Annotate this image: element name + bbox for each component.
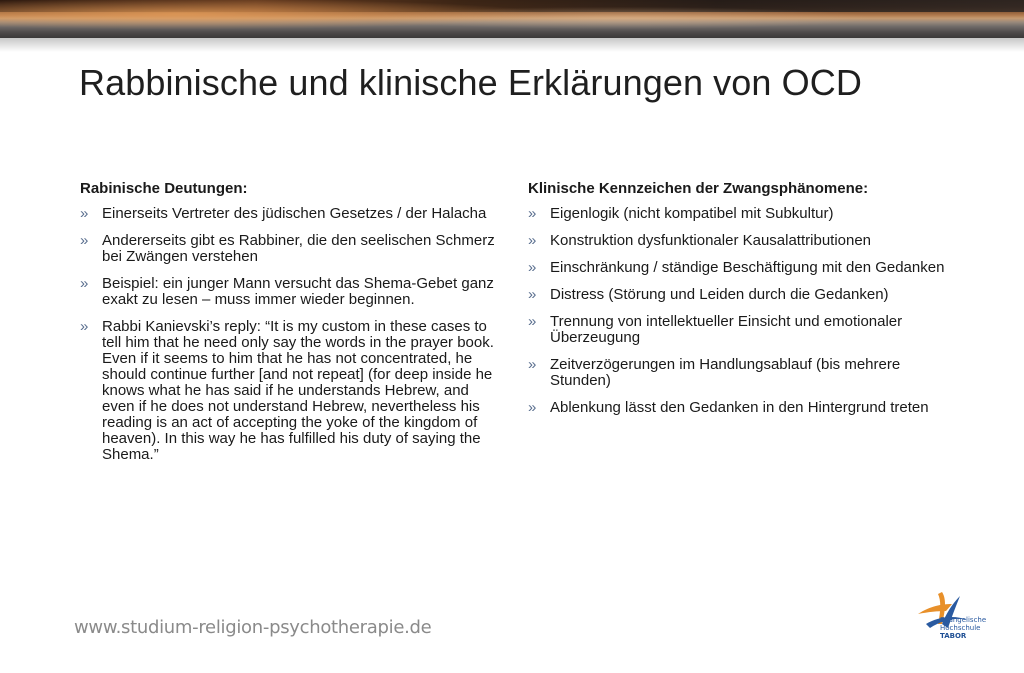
clinical-list <box>528 206 958 416</box>
bullet-icon: » <box>80 275 89 292</box>
bullet-icon: » <box>528 313 537 330</box>
list-item-text: Konstruktion dysfunktionaler Kausalattributionen <box>550 232 872 249</box>
list-item <box>80 276 500 308</box>
list-item-text: Rabbi Kanievski’s reply: “It is my custom in these cases to tell him that he need only say the words in the prayer book. Even if it seems to him that he has not concentrated, he should continue further [and not repeat] (for deep inside he knows what he has said if he understands Hebrew, and even if he does not understand Hebrew, nevertheless his reading is an act of accepting the yoke of the kingdom of heaven). In this way he has fulfilled his duty of saying the Shema.” <box>102 318 494 463</box>
bullet-icon: » <box>80 318 89 335</box>
banner-shadow <box>0 38 1024 52</box>
clinical-heading: Klinische Kennzeichen der Zwangsphänomene: <box>528 180 869 197</box>
list-item <box>528 357 958 389</box>
clinical-column <box>528 180 958 427</box>
list-item <box>528 206 958 222</box>
list-item-text: Beispiel: ein junger Mann versucht das Shema-Gebet ganz exakt zu lesen – muss immer wieder beginnen. <box>102 275 494 308</box>
bullet-icon: » <box>528 259 537 276</box>
bullet-icon: » <box>528 399 537 416</box>
bullet-icon: » <box>528 286 537 303</box>
bullet-icon: » <box>528 205 537 222</box>
list-item <box>528 233 958 249</box>
list-item-text: Eigenlogik (nicht kompatibel mit Subkultur) <box>550 205 834 222</box>
logo-line-1: Evangelische <box>940 616 987 624</box>
bullet-icon: » <box>528 232 537 249</box>
list-item <box>80 319 500 463</box>
list-item <box>528 287 958 303</box>
list-item-text: Einschränkung / ständige Beschäftigung mit den Gedanken <box>550 259 945 276</box>
banner-sunset-glow <box>0 0 1024 38</box>
rabbinic-column <box>80 180 500 474</box>
bullet-icon: » <box>528 356 537 373</box>
list-item <box>528 314 958 346</box>
slide-title: Rabbinische und klinische Erklärungen von OCD <box>79 62 862 103</box>
list-item-text: Trennung von intellektueller Einsicht und emotionaler Überzeugung <box>550 313 903 346</box>
list-item-text: Einerseits Vertreter des jüdischen Gesetzes / der Halacha <box>102 205 487 222</box>
tabor-logo-text <box>940 616 986 640</box>
bullet-icon: » <box>80 205 89 222</box>
bullet-icon: » <box>80 232 89 249</box>
list-item-text: Andererseits gibt es Rabbiner, die den seelischen Schmerz bei Zwängen verstehen <box>102 232 495 265</box>
list-item <box>528 400 958 416</box>
rabbinic-heading: Rabinische Deutungen: <box>80 180 248 197</box>
rabbinic-list <box>80 206 500 463</box>
list-item-text: Distress (Störung und Leiden durch die Gedanken) <box>550 286 889 303</box>
logo-line-3: TABOR <box>940 632 967 640</box>
list-item-text: Zeitverzögerungen im Handlungsablauf (bis mehrere Stunden) <box>550 356 901 389</box>
logo-line-2: Hochschule <box>940 624 981 632</box>
list-item-text: Ablenkung lässt den Gedanken in den Hintergrund treten <box>550 399 929 416</box>
list-item <box>80 233 500 265</box>
footer-url: www.studium-religion-psychotherapie.de <box>74 617 432 638</box>
list-item <box>528 260 958 276</box>
header-landscape-image <box>0 0 1024 38</box>
list-item <box>80 206 500 222</box>
